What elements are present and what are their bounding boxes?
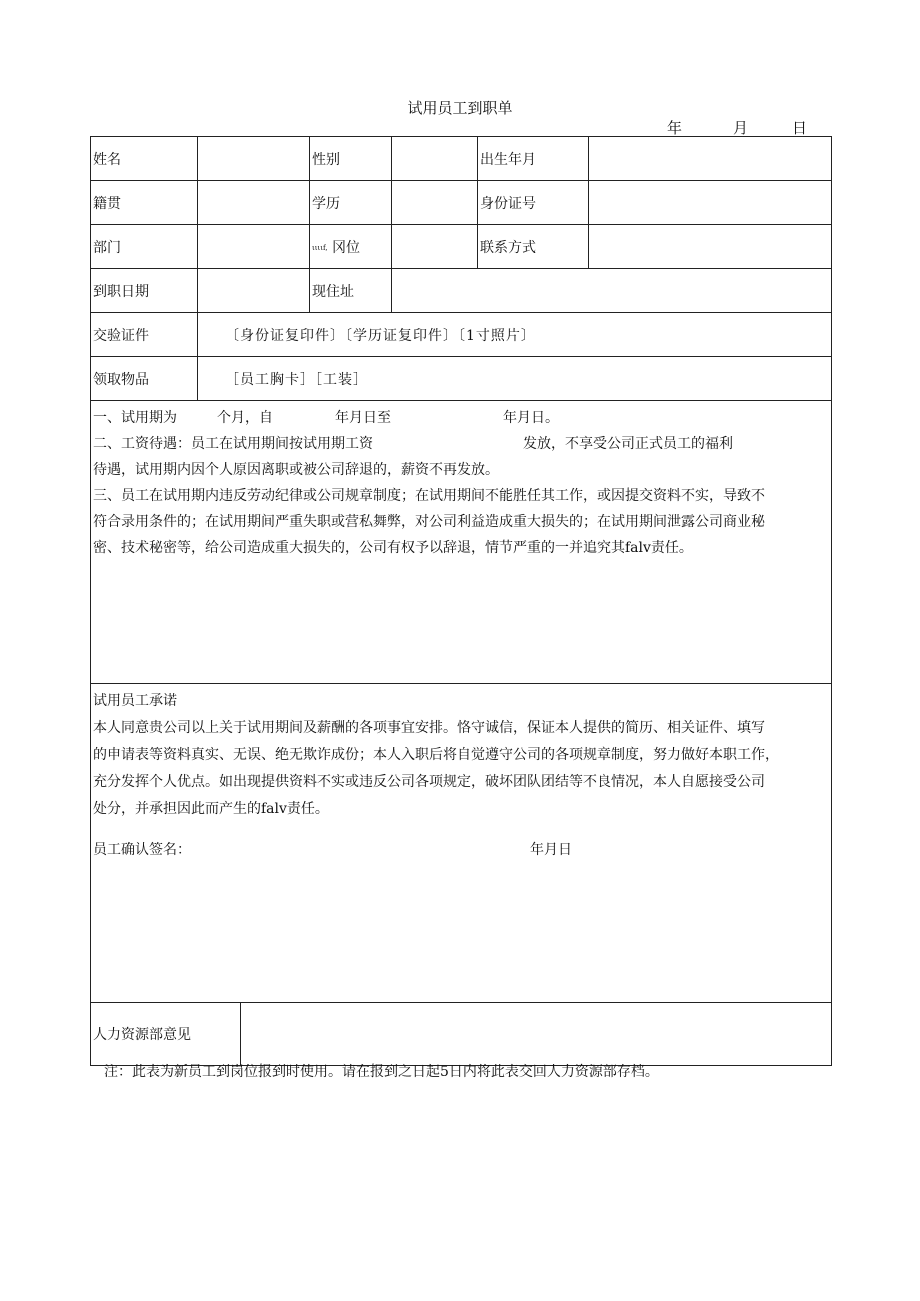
gender-label: 性别 bbox=[310, 137, 392, 181]
gender-field[interactable] bbox=[392, 137, 478, 181]
position-field[interactable] bbox=[392, 225, 478, 269]
origin-label: 籍贯 bbox=[91, 181, 198, 225]
position-label: 冈位 bbox=[332, 239, 360, 256]
education-label: 学历 bbox=[310, 181, 392, 225]
name-label: 姓名 bbox=[91, 137, 198, 181]
id-number-field[interactable] bbox=[589, 181, 832, 225]
promise-line-1: 本人同意贵公司以上关于试用期间及薪酬的各项事宜安排。恪守诚信，保证本人提供的简历、相关证件、填写 bbox=[93, 720, 765, 736]
date-day-label: 日 bbox=[792, 119, 808, 137]
table-row bbox=[91, 1003, 832, 1066]
table-row bbox=[91, 181, 832, 225]
clause-2-part-a: 二、工资待遇：员工在试用期间按试用期工资 bbox=[93, 436, 373, 452]
department-label: 部门 bbox=[91, 225, 198, 269]
date-header bbox=[0, 117, 920, 137]
clause-2 bbox=[93, 431, 831, 457]
table-row bbox=[91, 137, 832, 181]
table-row bbox=[91, 313, 832, 357]
position-label-cell bbox=[310, 225, 392, 269]
signature-line bbox=[93, 837, 831, 864]
promise-line-4: 处分，并承担因此而产生的falv责任。 bbox=[93, 801, 329, 817]
employee-promise bbox=[91, 684, 832, 1003]
name-field[interactable] bbox=[198, 137, 310, 181]
promise-line-3: 充分发挥个人优点。如出现提供资料不实或违反公司各项规定，破坏团队团结等不良情况，本人自愿接受公司 bbox=[93, 774, 765, 790]
items-value: ［员工胸卡］［工装］ bbox=[198, 357, 832, 401]
date-year-label: 年 bbox=[667, 119, 683, 137]
position-noise-text: ιιιιf, bbox=[312, 243, 328, 252]
contact-label: 联系方式 bbox=[478, 225, 589, 269]
clause-1-part-c: 年月日至 bbox=[335, 410, 391, 426]
signature-date: 年月日 bbox=[530, 842, 572, 858]
address-label: 现住址 bbox=[310, 269, 392, 313]
probation-clauses bbox=[91, 401, 832, 684]
signature-label: 员工确认签名： bbox=[93, 842, 191, 858]
promise-line-2: 的申请表等资料真实、无误、绝无欺诈成份；本人入职后将自觉遵守公司的各项规章制度，努力做好本职工作， bbox=[93, 747, 779, 763]
clause-1-part-a: 一、试用期为 bbox=[93, 410, 177, 426]
onboarding-form-table bbox=[90, 136, 832, 1066]
promise-heading: 试用员工承诺 bbox=[93, 693, 177, 709]
table-row bbox=[91, 357, 832, 401]
hr-opinion-label: 人力资源部意见 bbox=[91, 1003, 241, 1066]
contact-field[interactable] bbox=[589, 225, 832, 269]
table-row bbox=[91, 684, 832, 1003]
clause-3-line-1: 三、员工在试用期内违反劳动纪律或公司规章制度；在试用期间不能胜任其工作，或因提交资料不实，导致不 bbox=[93, 488, 765, 504]
clause-1 bbox=[93, 405, 831, 431]
table-row bbox=[91, 225, 832, 269]
department-field[interactable] bbox=[198, 225, 310, 269]
start-date-label: 到职日期 bbox=[91, 269, 198, 313]
items-label: 领取物品 bbox=[91, 357, 198, 401]
date-month-label: 月 bbox=[733, 119, 749, 137]
documents-value: 〔身份证复印件〕〔学历证复印件〕〔1寸照片〕 bbox=[198, 313, 832, 357]
education-field[interactable] bbox=[392, 181, 478, 225]
clause-1-part-d: 年月日。 bbox=[503, 410, 559, 426]
id-number-label: 身份证号 bbox=[478, 181, 589, 225]
clause-3-line-2: 符合录用条件的；在试用期间严重失职或营私舞弊，对公司利益造成重大损失的；在试用期间泄露公司商业秘 bbox=[93, 514, 765, 530]
address-field[interactable] bbox=[392, 269, 832, 313]
table-row bbox=[91, 401, 832, 684]
clause-1-part-b: 个月，自 bbox=[217, 410, 273, 426]
origin-field[interactable] bbox=[198, 181, 310, 225]
form-title: 试用员工到职单 bbox=[407, 99, 513, 117]
hr-opinion-field[interactable] bbox=[241, 1003, 832, 1066]
start-date-field[interactable] bbox=[198, 269, 310, 313]
birth-label: 出生年月 bbox=[478, 137, 589, 181]
documents-label: 交验证件 bbox=[91, 313, 198, 357]
clause-3-line-3: 密、技术秘密等，给公司造成重大损失的，公司有权予以辞退，情节严重的一并追究其falv责任。 bbox=[93, 540, 693, 556]
birth-field[interactable] bbox=[589, 137, 832, 181]
clause-2-cont: 待遇，试用期内因个人原因离职或被公司辞退的，薪资不再发放。 bbox=[93, 462, 499, 478]
table-row bbox=[91, 269, 832, 313]
footnote: 注：此表为新员工到岗位报到时使用。请在报到之日起5日内将此表交回人力资源部存档。 bbox=[104, 1064, 659, 1080]
clause-2-part-b: 发放，不享受公司正式员工的福利 bbox=[523, 436, 733, 452]
